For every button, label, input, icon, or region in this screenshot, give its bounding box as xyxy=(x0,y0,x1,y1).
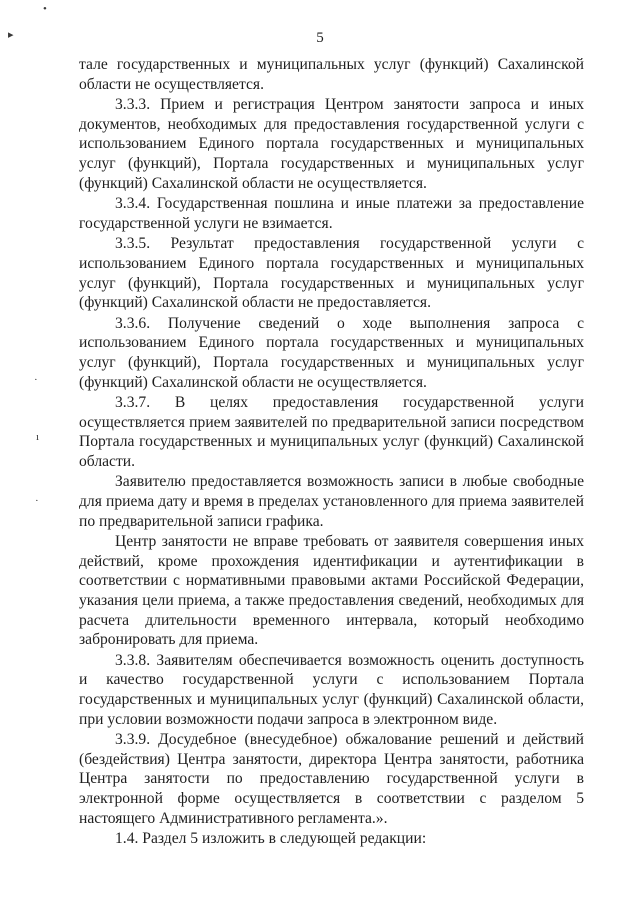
paragraph-3-3-4: 3.3.4. Государственная пошлина и иные платежи за предоставление государственной услуги не взимается. xyxy=(79,195,584,232)
document-body xyxy=(79,55,584,849)
page-number: 5 xyxy=(316,30,324,46)
scan-speck: · xyxy=(35,495,39,507)
paragraph-3-3-8: 3.3.8. Заявителям обеспечивается возможность оценить доступность и качество государственной услуги с использованием Портала государственных и муниципальных услуг (функций) Сахалинской области, при условии возможности подачи запроса в электронном виде. xyxy=(79,651,584,728)
paragraph-1-4: 1.4. Раздел 5 изложить в следующей редакции: xyxy=(115,830,427,848)
paragraph-3-3-3: 3.3.3. Прием и регистрация Центром занятости запроса и иных документов, необходимых для предоставления государственной услуги с использованием Единого портала государственных и муниципальных услуг (функций), Портала государственных и муниципальных услуг (функций) Сахалинской области не осуществляется. xyxy=(79,96,584,192)
scan-speck: • xyxy=(43,3,47,15)
scan-speck: · xyxy=(34,374,38,386)
scan-speck: ▸ xyxy=(8,29,14,41)
paragraph-3-3-5: 3.3.5. Результат предоставления государственной услуги с использованием Единого портала государственных и муниципальных услуг (функций), Портала государственных и муниципальных услуг (функций) Сахалинской области не предоставляется. xyxy=(79,235,584,312)
paragraph-continuation: тале государственных и муниципальных услуг (функций) Сахалинской области не осуществляется. xyxy=(79,56,584,93)
paragraph-3-3-7: 3.3.7. В целях предоставления государственной услуги осуществляется прием заявителей по предварительной записи посредством Портала государственных и муниципальных услуг (функций) Сахалинской области. xyxy=(79,394,584,470)
paragraph-record-option: Заявителю предоставляется возможность записи в любые свободные для приема дату и время в пределах установленного для приема заявителей по предварительной записи графика. xyxy=(79,473,584,530)
paragraph-3-3-9: 3.3.9. Досудебное (внесудебное) обжалование решений и действий (бездействия) Центра занятости, директора Центра занятости, работника Центра занятости по предоставлению государственной услуги в электронной форме осуществляется в соответствии с разделом 5 настоящего Административного регламента.». xyxy=(79,731,584,827)
paragraph-3-3-6: 3.3.6. Получение сведений о ходе выполнения запроса с использованием Единого портала государственных и муниципальных услуг (функций), Портала государственных и муниципальных услуг (функций) Сахалинской области не осуществляется. xyxy=(79,314,584,391)
paragraph-center-restrictions: Центр занятости не вправе требовать от заявителя совершения иных действий, кроме прохождения идентификации и аутентификации в соответствии с нормативными правовыми актами Российской Федерации, указания цели приема, а также предоставления сведений, необходимых для расчета длительности временного интервала, который необходимо забронировать для приема. xyxy=(79,533,584,649)
scan-speck: ı xyxy=(36,431,40,443)
